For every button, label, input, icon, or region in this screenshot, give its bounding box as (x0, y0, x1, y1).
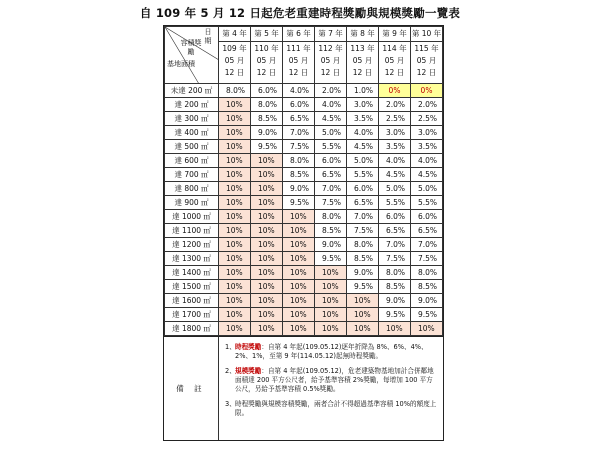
bonus-value-cell: 9.5% (283, 196, 315, 210)
reward-table-sheet (163, 25, 444, 441)
bonus-value-cell: 6.0% (411, 210, 443, 224)
page-title: 自 109 年 5 月 12 日起危老重建時程獎勵與規模獎勵一覽表 (139, 6, 461, 20)
bonus-value-cell: 10% (283, 280, 315, 294)
bonus-value-cell: 4.0% (315, 98, 347, 112)
row-area-label: 達 1300 ㎡ (165, 252, 219, 266)
bonus-value-cell: 5.0% (379, 182, 411, 196)
bonus-value-cell: 4.0% (283, 84, 315, 98)
bonus-value-cell: 10% (251, 168, 283, 182)
table-row (165, 112, 443, 126)
bonus-value-cell: 8.5% (315, 224, 347, 238)
bonus-value-cell: 2.5% (411, 112, 443, 126)
note-text-wrap (235, 400, 439, 418)
bonus-value-cell: 7.0% (347, 210, 379, 224)
bonus-value-cell: 6.5% (347, 196, 379, 210)
row-area-label: 達 200 ㎡ (165, 98, 219, 112)
bonus-value-cell: 5.5% (379, 196, 411, 210)
bonus-value-cell: 10% (219, 322, 251, 336)
note-text: ：自第 4 年起(109.05.12)，危老建築物基地加計合併鄰地面積達 200 平方公尺者，給予基準容積 2%獎勵，每增加 100 平方公尺，另給予基準容積 0.5%獎勵。 (235, 367, 434, 393)
note-text: 時程獎勵與規模容積獎勵，兩者合計不得超過基準容積 10%的額度上限。 (235, 400, 437, 417)
bonus-value-cell: 2.0% (379, 98, 411, 112)
phase-date-part: 12 日 (384, 67, 405, 77)
note-text: ：自第 4 年起(109.05.12)逐年折降為 8%、6%、4%、2%、1%，至第 9 年(114.05.12)起無時程獎勵。 (235, 343, 428, 360)
bonus-value-cell: 10% (347, 308, 379, 322)
phase-date (251, 42, 283, 84)
bonus-value-cell: 4.0% (379, 154, 411, 168)
phase-date (347, 42, 379, 84)
bonus-value-cell: 9.0% (379, 294, 411, 308)
phase-date-part: 12 日 (320, 67, 341, 77)
bonus-value-cell: 8.5% (411, 280, 443, 294)
phase-date-part: 05 月 (320, 55, 341, 65)
row-area-label: 未達 200 ㎡ (165, 84, 219, 98)
bonus-value-cell: 10% (219, 252, 251, 266)
row-area-label: 達 400 ㎡ (165, 126, 219, 140)
bonus-value-cell: 5.0% (411, 182, 443, 196)
bonus-value-cell: 10% (283, 294, 315, 308)
phase-label: 第 5 年 (251, 27, 283, 42)
bonus-value-cell: 3.5% (347, 112, 379, 126)
phase-date-part: 110 年 (254, 43, 279, 53)
bonus-value-cell: 7.5% (283, 140, 315, 154)
note-number: 3、 (225, 400, 236, 408)
bonus-value-cell: 4.0% (347, 126, 379, 140)
table-row (165, 224, 443, 238)
bonus-value-cell: 10% (219, 126, 251, 140)
bonus-value-cell: 5.5% (315, 140, 347, 154)
phase-label: 第 6 年 (283, 27, 315, 42)
phase-date (411, 42, 443, 84)
bonus-value-cell: 6.5% (315, 168, 347, 182)
bonus-value-cell: 6.0% (347, 182, 379, 196)
bonus-value-cell: 8.5% (347, 252, 379, 266)
table-row (165, 322, 443, 336)
bonus-value-cell: 10% (283, 308, 315, 322)
bonus-value-cell: 7.5% (411, 252, 443, 266)
bonus-value-cell: 10% (411, 322, 443, 336)
bonus-value-cell: 10% (251, 266, 283, 280)
bonus-value-cell: 10% (315, 266, 347, 280)
phase-date (379, 42, 411, 84)
bonus-value-cell: 7.5% (379, 252, 411, 266)
phase-label: 第 7 年 (315, 27, 347, 42)
table-row (165, 98, 443, 112)
bonus-value-cell: 9.5% (379, 308, 411, 322)
corner-label-bonus: 容積獎勵 (180, 39, 202, 56)
phase-date-part: 111 年 (286, 43, 311, 53)
bonus-value-cell: 10% (251, 154, 283, 168)
bonus-value-cell: 10% (251, 294, 283, 308)
bonus-value-cell: 10% (219, 196, 251, 210)
bonus-value-cell: 10% (251, 224, 283, 238)
bonus-value-cell: 2.0% (411, 98, 443, 112)
phase-date-part: 112 年 (318, 43, 343, 53)
bonus-value-cell: 1.0% (347, 84, 379, 98)
bonus-value-cell: 9.0% (411, 294, 443, 308)
row-area-label: 達 1800 ㎡ (165, 322, 219, 336)
table-row (165, 168, 443, 182)
bonus-value-cell: 10% (251, 322, 283, 336)
bonus-value-cell: 10% (283, 238, 315, 252)
phase-date-part: 12 日 (416, 67, 437, 77)
phase-date-part: 05 月 (352, 55, 373, 65)
bonus-value-cell: 3.0% (379, 126, 411, 140)
corner-label-area: 基地面積 (167, 60, 195, 68)
phase-label: 第 10 年 (411, 27, 443, 42)
phase-date-part: 109 年 (222, 43, 247, 53)
note-item (225, 400, 439, 418)
bonus-value-cell: 8.0% (283, 154, 315, 168)
bonus-value-cell: 10% (315, 280, 347, 294)
phase-date-part: 12 日 (256, 67, 277, 77)
row-area-label: 達 1000 ㎡ (165, 210, 219, 224)
bonus-value-cell: 10% (251, 210, 283, 224)
phase-label: 第 4 年 (219, 27, 251, 42)
bonus-value-cell: 7.5% (347, 224, 379, 238)
bonus-value-cell: 10% (315, 322, 347, 336)
bonus-value-cell: 9.0% (315, 238, 347, 252)
bonus-value-cell: 10% (219, 224, 251, 238)
row-area-label: 達 300 ㎡ (165, 112, 219, 126)
note-emphasis: 規模獎勵 (235, 367, 262, 375)
bonus-value-cell: 10% (315, 294, 347, 308)
bonus-value-cell: 4.0% (411, 154, 443, 168)
table-row (165, 182, 443, 196)
bonus-value-cell: 3.0% (347, 98, 379, 112)
phase-date-part: 113 年 (350, 43, 375, 53)
note-emphasis: 時程獎勵 (235, 343, 262, 351)
row-area-label: 達 600 ㎡ (165, 154, 219, 168)
row-area-label: 達 1700 ㎡ (165, 308, 219, 322)
bonus-value-cell: 10% (251, 252, 283, 266)
bonus-value-cell: 9.0% (347, 266, 379, 280)
bonus-value-cell: 9.5% (347, 280, 379, 294)
table-row (165, 294, 443, 308)
bonus-value-cell: 10% (219, 168, 251, 182)
bonus-value-cell: 7.0% (411, 238, 443, 252)
bonus-value-cell: 10% (251, 182, 283, 196)
row-area-label: 達 500 ㎡ (165, 140, 219, 154)
phase-label: 第 8 年 (347, 27, 379, 42)
bonus-value-cell: 10% (251, 308, 283, 322)
bonus-value-cell: 9.0% (251, 126, 283, 140)
bonus-value-cell: 10% (251, 196, 283, 210)
phase-date (283, 42, 315, 84)
bonus-value-cell: 4.5% (411, 168, 443, 182)
bonus-value-cell: 8.0% (251, 98, 283, 112)
bonus-value-cell: 0% (379, 84, 411, 98)
bonus-value-cell: 7.5% (315, 196, 347, 210)
table-row (165, 210, 443, 224)
bonus-value-cell: 10% (283, 210, 315, 224)
row-area-label: 達 1600 ㎡ (165, 294, 219, 308)
bonus-value-cell: 4.5% (347, 140, 379, 154)
bonus-value-cell: 10% (219, 308, 251, 322)
bonus-value-cell: 10% (219, 294, 251, 308)
note-text-wrap (235, 367, 439, 394)
bonus-value-cell: 9.5% (411, 308, 443, 322)
bonus-value-cell: 10% (251, 238, 283, 252)
bonus-value-cell: 8.0% (379, 266, 411, 280)
table-corner-header (165, 27, 219, 84)
bonus-value-cell: 8.0% (347, 238, 379, 252)
bonus-value-cell: 10% (347, 294, 379, 308)
bonus-value-cell: 10% (219, 266, 251, 280)
table-row (165, 196, 443, 210)
phase-date-part: 05 月 (224, 55, 245, 65)
phase-label: 第 9 年 (379, 27, 411, 42)
table-row (165, 154, 443, 168)
bonus-value-cell: 9.5% (315, 252, 347, 266)
bonus-value-cell: 10% (219, 182, 251, 196)
table-row (165, 280, 443, 294)
table-row (165, 84, 443, 98)
notes-label: 備 註 (164, 337, 219, 440)
reward-table-body (165, 27, 443, 336)
table-row (165, 126, 443, 140)
notes-section (164, 336, 443, 440)
phase-date-part: 12 日 (288, 67, 309, 77)
phase-date (219, 42, 251, 84)
bonus-value-cell: 10% (379, 322, 411, 336)
row-area-label: 達 900 ㎡ (165, 196, 219, 210)
bonus-value-cell: 8.5% (251, 112, 283, 126)
row-area-label: 達 1400 ㎡ (165, 266, 219, 280)
note-number: 2、 (225, 367, 236, 375)
row-area-label: 達 1500 ㎡ (165, 280, 219, 294)
bonus-value-cell: 8.5% (379, 280, 411, 294)
bonus-value-cell: 4.5% (315, 112, 347, 126)
bonus-value-cell: 5.5% (411, 196, 443, 210)
bonus-value-cell: 10% (219, 210, 251, 224)
phase-date-part: 05 月 (416, 55, 437, 65)
bonus-value-cell: 8.0% (219, 84, 251, 98)
bonus-value-cell: 7.0% (315, 182, 347, 196)
bonus-value-cell: 7.0% (283, 126, 315, 140)
table-row (165, 266, 443, 280)
bonus-value-cell: 10% (347, 322, 379, 336)
bonus-value-cell: 10% (283, 252, 315, 266)
phase-date-part: 12 日 (352, 67, 373, 77)
bonus-value-cell: 4.5% (379, 168, 411, 182)
note-item (225, 367, 439, 394)
note-text-wrap (235, 343, 439, 361)
bonus-value-cell: 7.0% (379, 238, 411, 252)
corner-label-date: 日期 (204, 28, 212, 45)
bonus-value-cell: 10% (219, 154, 251, 168)
phase-date-part: 114 年 (382, 43, 407, 53)
bonus-value-cell: 10% (219, 98, 251, 112)
bonus-value-cell: 6.5% (411, 224, 443, 238)
bonus-value-cell: 3.0% (411, 126, 443, 140)
bonus-value-cell: 8.5% (283, 168, 315, 182)
reward-table (164, 26, 443, 336)
bonus-value-cell: 10% (219, 140, 251, 154)
bonus-value-cell: 6.5% (283, 112, 315, 126)
bonus-value-cell: 10% (315, 308, 347, 322)
bonus-value-cell: 3.5% (379, 140, 411, 154)
phase-date-part: 05 月 (384, 55, 405, 65)
bonus-value-cell: 0% (411, 84, 443, 98)
bonus-value-cell: 2.5% (379, 112, 411, 126)
phase-date-part: 12 日 (224, 67, 245, 77)
table-row (165, 238, 443, 252)
table-row (165, 308, 443, 322)
bonus-value-cell: 10% (219, 280, 251, 294)
bonus-value-cell: 6.0% (251, 84, 283, 98)
bonus-value-cell: 10% (283, 266, 315, 280)
bonus-value-cell: 5.0% (315, 126, 347, 140)
bonus-value-cell: 10% (283, 224, 315, 238)
bonus-value-cell: 8.0% (315, 210, 347, 224)
phase-date (315, 42, 347, 84)
phase-date-part: 05 月 (256, 55, 277, 65)
bonus-value-cell: 2.0% (315, 84, 347, 98)
phase-header-row (165, 27, 443, 42)
row-area-label: 達 1100 ㎡ (165, 224, 219, 238)
bonus-value-cell: 10% (219, 238, 251, 252)
bonus-value-cell: 10% (219, 112, 251, 126)
note-item (225, 343, 439, 361)
bonus-value-cell: 3.5% (411, 140, 443, 154)
bonus-value-cell: 5.5% (347, 168, 379, 182)
bonus-value-cell: 8.0% (411, 266, 443, 280)
row-area-label: 達 800 ㎡ (165, 182, 219, 196)
notes-body (219, 337, 443, 440)
row-area-label: 達 700 ㎡ (165, 168, 219, 182)
bonus-value-cell: 6.0% (315, 154, 347, 168)
table-row (165, 252, 443, 266)
bonus-value-cell: 9.5% (251, 140, 283, 154)
table-row (165, 140, 443, 154)
phase-date-part: 115 年 (414, 43, 439, 53)
bonus-value-cell: 6.0% (379, 210, 411, 224)
bonus-value-cell: 6.0% (283, 98, 315, 112)
bonus-value-cell: 5.0% (347, 154, 379, 168)
bonus-value-cell: 10% (251, 280, 283, 294)
bonus-value-cell: 10% (283, 322, 315, 336)
note-number: 1、 (225, 343, 236, 351)
bonus-value-cell: 6.5% (379, 224, 411, 238)
bonus-value-cell: 9.0% (283, 182, 315, 196)
phase-date-part: 05 月 (288, 55, 309, 65)
row-area-label: 達 1200 ㎡ (165, 238, 219, 252)
